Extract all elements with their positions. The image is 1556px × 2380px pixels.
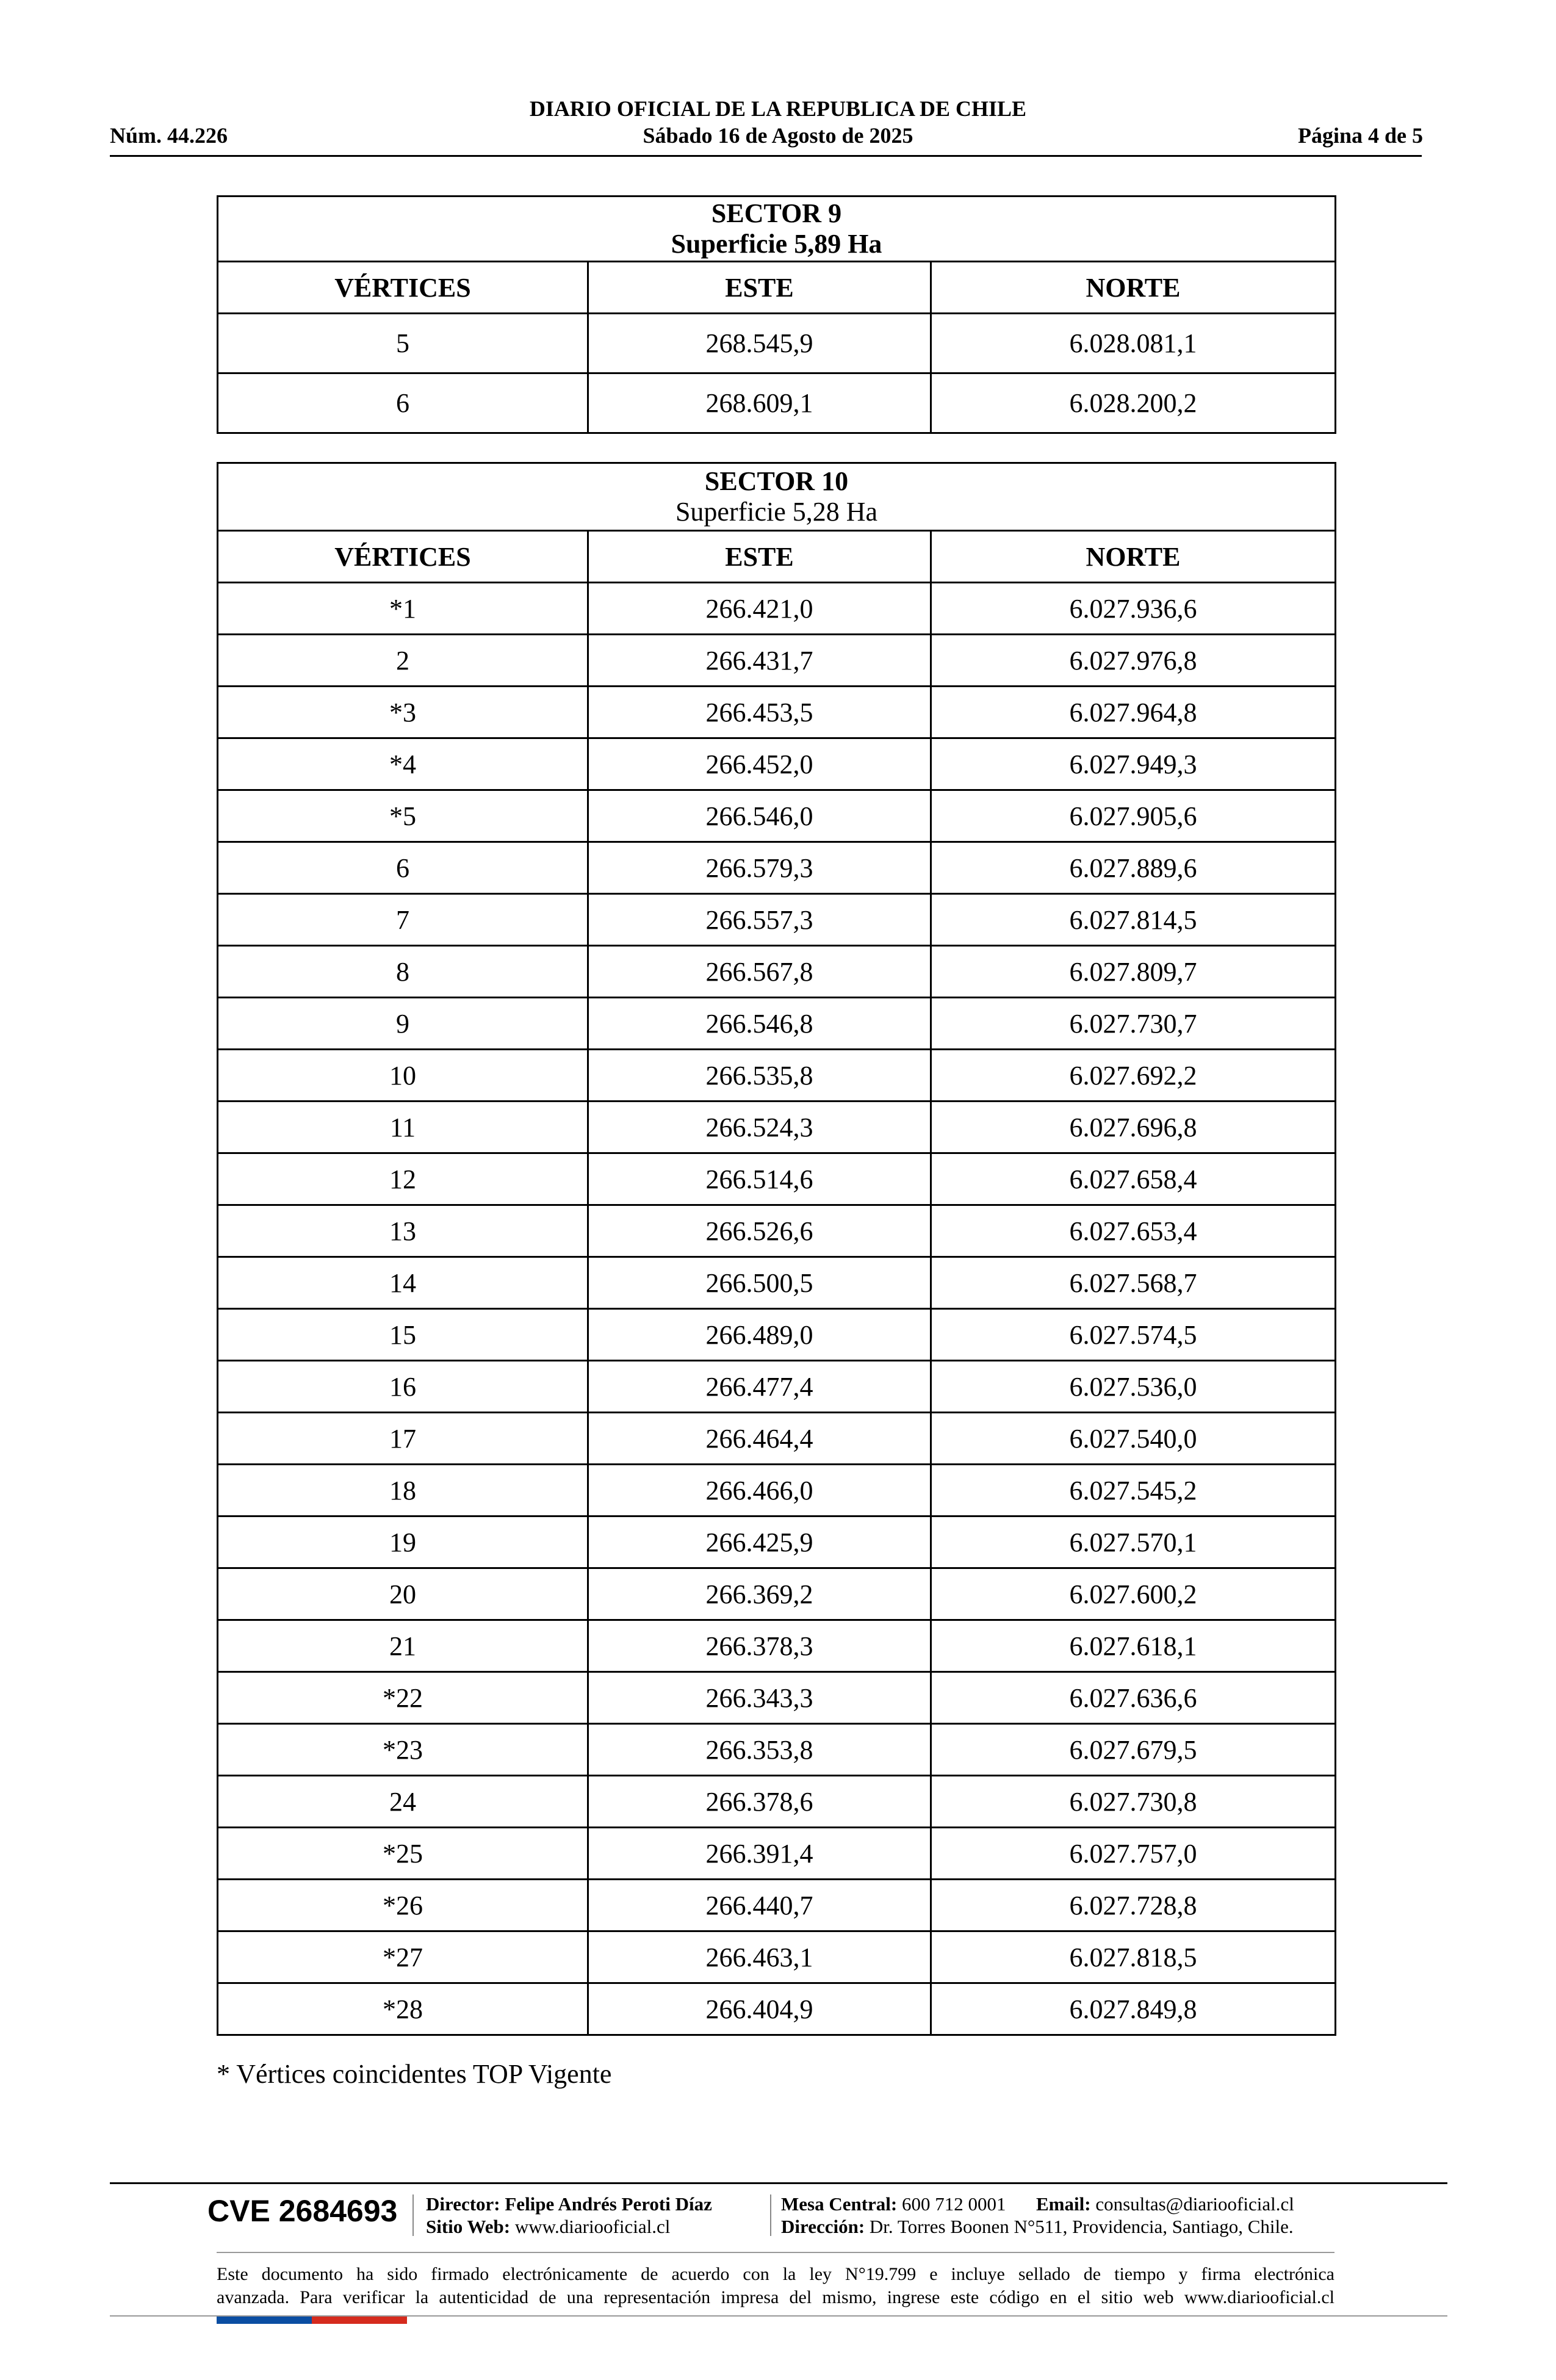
phone-label: Mesa Central: bbox=[781, 2193, 898, 2215]
norte-cell: 6.027.574,5 bbox=[931, 1309, 1336, 1361]
vertex-cell: 7 bbox=[218, 894, 588, 946]
vertex-cell: *27 bbox=[218, 1931, 588, 1983]
norte-cell: 6.027.658,4 bbox=[931, 1153, 1336, 1205]
email-label: Email: bbox=[1036, 2193, 1091, 2215]
este-cell: 266.353,8 bbox=[588, 1724, 931, 1776]
vertex-cell: 24 bbox=[218, 1776, 588, 1828]
table-caption-row bbox=[218, 197, 1336, 262]
cve-code: CVE 2684693 bbox=[207, 2194, 398, 2228]
footer-divider bbox=[770, 2194, 771, 2236]
table-row bbox=[218, 1050, 1336, 1102]
vertex-cell: 8 bbox=[218, 946, 588, 998]
address-value: Dr. Torres Boonen N°511, Providencia, Santiago, Chile. bbox=[869, 2216, 1294, 2237]
table-row bbox=[218, 1931, 1336, 1983]
table-row bbox=[218, 1620, 1336, 1672]
website-link[interactable]: www.diariooficial.cl bbox=[514, 2216, 671, 2237]
table-row bbox=[218, 1880, 1336, 1931]
column-header-vertices: VÉRTICES bbox=[218, 262, 588, 314]
norte-cell: 6.027.728,8 bbox=[931, 1880, 1336, 1931]
norte-cell: 6.027.730,7 bbox=[931, 998, 1336, 1050]
este-cell: 266.579,3 bbox=[588, 842, 931, 894]
table-row bbox=[218, 1153, 1336, 1205]
email-link[interactable]: consultas@diariooficial.cl bbox=[1095, 2193, 1294, 2215]
column-header-este: ESTE bbox=[588, 531, 931, 583]
table-row bbox=[218, 314, 1336, 373]
header-rule bbox=[110, 155, 1422, 157]
norte-cell: 6.027.540,0 bbox=[931, 1413, 1336, 1465]
norte-cell: 6.027.964,8 bbox=[931, 687, 1336, 738]
este-cell: 266.440,7 bbox=[588, 1880, 931, 1931]
vertex-cell: *3 bbox=[218, 687, 588, 738]
table-header-row bbox=[218, 262, 1336, 314]
issue-number: Núm. 44.226 bbox=[110, 123, 228, 148]
este-cell: 266.526,6 bbox=[588, 1205, 931, 1257]
norte-cell: 6.028.081,1 bbox=[931, 314, 1336, 373]
website-label: Sitio Web: bbox=[426, 2216, 511, 2237]
norte-cell: 6.027.618,1 bbox=[931, 1620, 1336, 1672]
table-row bbox=[218, 1776, 1336, 1828]
vertex-cell: *1 bbox=[218, 583, 588, 635]
norte-cell: 6.027.949,3 bbox=[931, 738, 1336, 790]
vertex-cell: 11 bbox=[218, 1102, 588, 1153]
norte-cell: 6.027.653,4 bbox=[931, 1205, 1336, 1257]
vertex-cell: 6 bbox=[218, 373, 588, 433]
norte-cell: 6.027.545,2 bbox=[931, 1465, 1336, 1516]
norte-cell: 6.027.889,6 bbox=[931, 842, 1336, 894]
vertex-cell: *5 bbox=[218, 790, 588, 842]
table-row bbox=[218, 1516, 1336, 1568]
norte-cell: 6.027.636,6 bbox=[931, 1672, 1336, 1724]
page-number: Página 4 de 5 bbox=[1297, 123, 1423, 148]
este-cell: 266.464,4 bbox=[588, 1413, 931, 1465]
norte-cell: 6.027.600,2 bbox=[931, 1568, 1336, 1620]
column-header-este: ESTE bbox=[588, 262, 931, 314]
table-row bbox=[218, 1309, 1336, 1361]
vertex-cell: *22 bbox=[218, 1672, 588, 1724]
table-row bbox=[218, 1102, 1336, 1153]
vertex-cell: *25 bbox=[218, 1828, 588, 1880]
vertex-cell: *4 bbox=[218, 738, 588, 790]
este-cell: 266.378,6 bbox=[588, 1776, 931, 1828]
este-cell: 266.343,3 bbox=[588, 1672, 931, 1724]
este-cell: 266.466,0 bbox=[588, 1465, 931, 1516]
este-cell: 266.425,9 bbox=[588, 1516, 931, 1568]
phone-value: 600 712 0001 bbox=[902, 2193, 1006, 2215]
table-row bbox=[218, 1413, 1336, 1465]
este-cell: 266.431,7 bbox=[588, 635, 931, 687]
este-cell: 266.463,1 bbox=[588, 1931, 931, 1983]
sector-surface: Superficie 5,89 Ha bbox=[671, 229, 882, 259]
table-row bbox=[218, 1205, 1336, 1257]
director-name: Felipe Andrés Peroti Díaz bbox=[505, 2193, 712, 2215]
sector-9-table bbox=[217, 195, 1336, 434]
este-cell: 266.500,5 bbox=[588, 1257, 931, 1309]
norte-cell: 6.027.570,1 bbox=[931, 1516, 1336, 1568]
norte-cell: 6.027.976,8 bbox=[931, 635, 1336, 687]
vertex-cell: 6 bbox=[218, 842, 588, 894]
table-row bbox=[218, 1257, 1336, 1309]
norte-cell: 6.027.536,0 bbox=[931, 1361, 1336, 1413]
norte-cell: 6.028.200,2 bbox=[931, 373, 1336, 433]
vertex-cell: 12 bbox=[218, 1153, 588, 1205]
vertex-cell: 13 bbox=[218, 1205, 588, 1257]
este-cell: 266.421,0 bbox=[588, 583, 931, 635]
este-cell: 266.546,0 bbox=[588, 790, 931, 842]
table-header-row bbox=[218, 531, 1336, 583]
issue-date: Sábado 16 de Agosto de 2025 bbox=[643, 123, 913, 148]
vertex-cell: 17 bbox=[218, 1413, 588, 1465]
table-row bbox=[218, 842, 1336, 894]
column-header-vertices: VÉRTICES bbox=[218, 531, 588, 583]
vertex-cell: 9 bbox=[218, 998, 588, 1050]
flag-stripe-red bbox=[312, 2317, 407, 2324]
norte-cell: 6.027.849,8 bbox=[931, 1983, 1336, 2035]
vertex-cell: 18 bbox=[218, 1465, 588, 1516]
table-row bbox=[218, 1465, 1336, 1516]
este-cell: 266.369,2 bbox=[588, 1568, 931, 1620]
table-row bbox=[218, 1828, 1336, 1880]
table-row bbox=[218, 373, 1336, 433]
norte-cell: 6.027.905,6 bbox=[931, 790, 1336, 842]
table-row bbox=[218, 1361, 1336, 1413]
address-label: Dirección: bbox=[781, 2216, 865, 2237]
este-cell: 266.514,6 bbox=[588, 1153, 931, 1205]
vertex-cell: 2 bbox=[218, 635, 588, 687]
norte-cell: 6.027.730,8 bbox=[931, 1776, 1336, 1828]
legal-line-2: avanzada. Para verificar la autenticidad de una representación impresa del mismo, ingrese este código en el sitio web www.diariooficial.cl bbox=[217, 2287, 1334, 2307]
flag-stripe-blue bbox=[217, 2317, 312, 2324]
este-cell: 268.609,1 bbox=[588, 373, 931, 433]
sector-10-table bbox=[217, 462, 1336, 2036]
vertex-cell: 14 bbox=[218, 1257, 588, 1309]
table-row bbox=[218, 687, 1336, 738]
table-row bbox=[218, 894, 1336, 946]
table-row bbox=[218, 583, 1336, 635]
vertex-cell: 20 bbox=[218, 1568, 588, 1620]
este-cell: 266.524,3 bbox=[588, 1102, 931, 1153]
footer-divider bbox=[412, 2194, 414, 2236]
este-cell: 266.546,8 bbox=[588, 998, 931, 1050]
table-row bbox=[218, 946, 1336, 998]
norte-cell: 6.027.692,2 bbox=[931, 1050, 1336, 1102]
vertex-cell: 16 bbox=[218, 1361, 588, 1413]
legal-notice bbox=[217, 2263, 1334, 2309]
footer-rule-top bbox=[110, 2182, 1447, 2184]
column-header-norte: NORTE bbox=[931, 531, 1336, 583]
norte-cell: 6.027.757,0 bbox=[931, 1828, 1336, 1880]
table-row bbox=[218, 738, 1336, 790]
sector-surface: Superficie 5,28 Ha bbox=[675, 497, 878, 527]
footer-contact-block bbox=[781, 2193, 1294, 2238]
vertex-cell: 21 bbox=[218, 1620, 588, 1672]
este-cell: 266.452,0 bbox=[588, 738, 931, 790]
norte-cell: 6.027.568,7 bbox=[931, 1257, 1336, 1309]
footer-rule-mid bbox=[217, 2252, 1334, 2253]
este-cell: 266.404,9 bbox=[588, 1983, 931, 2035]
director-label: Director: bbox=[426, 2193, 500, 2215]
vertex-cell: 15 bbox=[218, 1309, 588, 1361]
este-cell: 266.477,4 bbox=[588, 1361, 931, 1413]
norte-cell: 6.027.814,5 bbox=[931, 894, 1336, 946]
norte-cell: 6.027.809,7 bbox=[931, 946, 1336, 998]
norte-cell: 6.027.679,5 bbox=[931, 1724, 1336, 1776]
table-row bbox=[218, 1983, 1336, 2035]
norte-cell: 6.027.818,5 bbox=[931, 1931, 1336, 1983]
footer-director-block bbox=[426, 2193, 712, 2238]
column-header-norte: NORTE bbox=[931, 262, 1336, 314]
norte-cell: 6.027.936,6 bbox=[931, 583, 1336, 635]
legal-line-1: Este documento ha sido firmado electrónicamente de acuerdo con la ley N°19.799 e incluye sellado de tiempo y firma electrónica bbox=[217, 2264, 1334, 2284]
este-cell: 266.567,8 bbox=[588, 946, 931, 998]
table-row bbox=[218, 1724, 1336, 1776]
vertex-cell: *23 bbox=[218, 1724, 588, 1776]
este-cell: 266.489,0 bbox=[588, 1309, 931, 1361]
sector-title: SECTOR 9 bbox=[711, 198, 842, 228]
newspaper-title: DIARIO OFICIAL DE LA REPUBLICA DE CHILE bbox=[529, 96, 1027, 121]
vertex-cell: *28 bbox=[218, 1983, 588, 2035]
este-cell: 266.391,4 bbox=[588, 1828, 931, 1880]
norte-cell: 6.027.696,8 bbox=[931, 1102, 1336, 1153]
table-caption-row bbox=[218, 463, 1336, 531]
vertex-cell: *26 bbox=[218, 1880, 588, 1931]
table-row bbox=[218, 1672, 1336, 1724]
table-row bbox=[218, 635, 1336, 687]
table-row bbox=[218, 790, 1336, 842]
este-cell: 266.453,5 bbox=[588, 687, 931, 738]
este-cell: 266.557,3 bbox=[588, 894, 931, 946]
sector-title: SECTOR 10 bbox=[704, 466, 849, 496]
vertex-cell: 10 bbox=[218, 1050, 588, 1102]
vertex-cell: 19 bbox=[218, 1516, 588, 1568]
vertex-cell: 5 bbox=[218, 314, 588, 373]
este-cell: 266.378,3 bbox=[588, 1620, 931, 1672]
footnote: * Vértices coincidentes TOP Vigente bbox=[217, 2059, 612, 2089]
table-row bbox=[218, 998, 1336, 1050]
este-cell: 266.535,8 bbox=[588, 1050, 931, 1102]
este-cell: 268.545,9 bbox=[588, 314, 931, 373]
table-row bbox=[218, 1568, 1336, 1620]
